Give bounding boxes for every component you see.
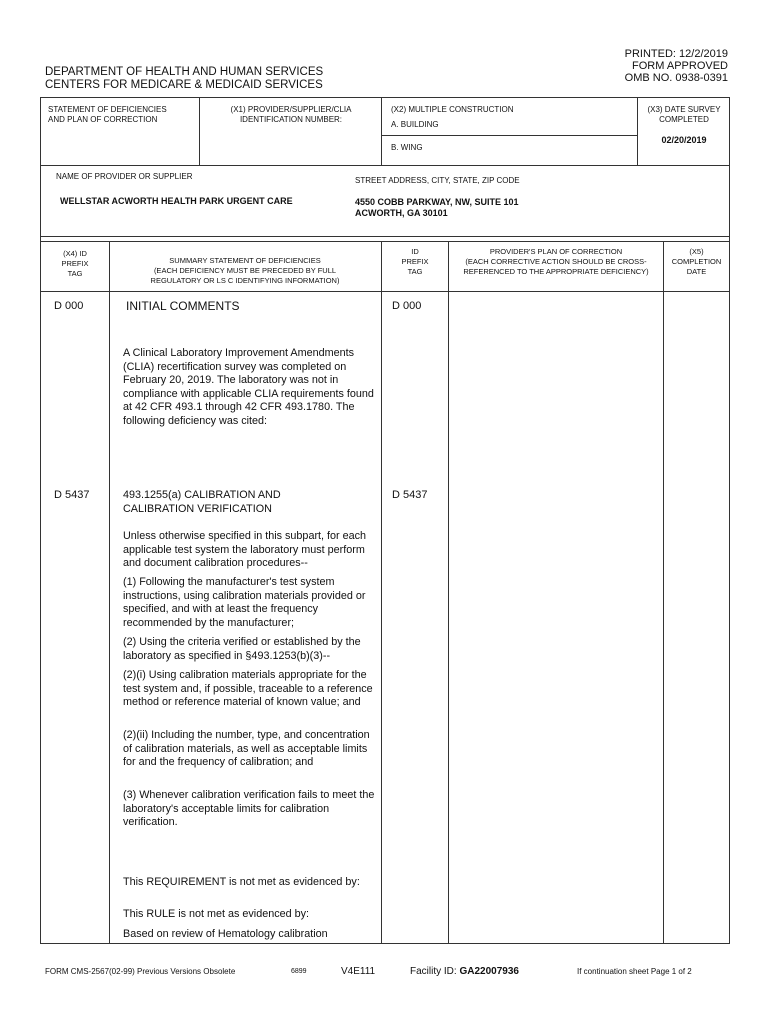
footer-code: 6899	[291, 968, 307, 975]
x2-wing: B. WING	[391, 143, 423, 152]
x2-building: A. BUILDING	[391, 120, 439, 129]
x3-label: (X3) DATE SURVEY COMPLETED	[647, 105, 721, 124]
x5-header: (X5) COMPLETION DATE	[671, 247, 722, 276]
facility-id: GA22007936	[459, 966, 519, 977]
tag-d000-left: D 000	[54, 300, 84, 312]
tag-d5437-left: D 5437	[54, 489, 90, 501]
plan-header: PROVIDER'S PLAN OF CORRECTION (EACH CORRECTIVE ACTION SHOULD BE CROSS- REFERENCED TO THE APPROPRIATE DEFICIENCY)	[463, 247, 649, 276]
summary-header: SUMMARY STATEMENT OF DEFICIENCIES (EACH DEFICIENCY MUST BE PRECEDED BY FULL REGULATORY OR LS C IDENTIFYING INFORMATION)	[150, 256, 340, 285]
table-border	[40, 165, 730, 166]
tag-d5437-right: D 5437	[392, 489, 428, 501]
address-line-2: ACWORTH, GA 30101	[355, 208, 448, 218]
column-divider	[663, 241, 664, 944]
address-line-1: 4550 COBB PARKWAY, NW, SUITE 101	[355, 197, 519, 207]
omb-number: OMB NO. 0938-0391	[624, 72, 728, 84]
paragraph-7: This REQUIREMENT is not met as evidenced by:	[123, 876, 360, 888]
agency-line-1: DEPARTMENT OF HEALTH AND HUMAN SERVICES	[45, 66, 324, 78]
table-border	[381, 135, 637, 136]
printed-date: PRINTED: 12/2/2019	[624, 48, 728, 60]
agency-block	[45, 66, 323, 92]
statement-label: STATEMENT OF DEFICIENCIES AND PLAN OF CORRECTION	[48, 105, 167, 124]
footer-form: FORM CMS-2567(02-99) Previous Versions Obsolete	[45, 967, 236, 976]
tag-d000-right: D 000	[392, 300, 422, 312]
paragraph-5: (2)(ii) Including the number, type, and concentration of calibration materials, as well as acceptable limits for and the frequency of calibration; and	[123, 729, 370, 768]
agency-line-2: CENTERS FOR MEDICARE & MEDICAID SERVICES	[45, 79, 323, 91]
provider-name-label: NAME OF PROVIDER OR SUPPLIER	[56, 172, 193, 181]
paragraph-2: (1) Following the manufacturer's test system instructions, using calibration materials provided or specified, and with at least the frequency recommended by the manufacturer;	[123, 576, 366, 629]
paragraph-6: (3) Whenever calibration verification fails to meet the laboratory's acceptable limits for calibration verification.	[123, 789, 375, 828]
clia-paragraph: A Clinical Laboratory Improvement Amendments (CLIA) recertification survey was completed on February 20, 2019. The laboratory was not in compliance with applicable CLIA requirements found at 42 CFR 493.1 through 42 CFR 493.1780. The following deficiency was cited:	[123, 347, 374, 427]
address-label: STREET ADDRESS, CITY, STATE, ZIP CODE	[355, 176, 520, 185]
table-border	[40, 943, 730, 944]
paragraph-3: (2) Using the criteria verified or established by the laboratory as specified in §493.1253(b)(3)--	[123, 636, 361, 662]
column-divider	[381, 241, 382, 944]
x2-label: (X2) MULTIPLE CONSTRUCTION	[391, 105, 514, 114]
form-header-right	[625, 48, 728, 84]
column-divider	[448, 241, 449, 944]
table-border	[40, 236, 730, 237]
provider-name: WELLSTAR ACWORTH HEALTH PARK URGENT CARE	[60, 196, 293, 206]
x4-header: (X4) ID PREFIX TAG	[61, 249, 89, 278]
table-border	[40, 241, 730, 242]
address-block	[355, 197, 519, 219]
footer-facility	[410, 966, 519, 977]
id-header: ID PREFIX TAG	[401, 247, 429, 276]
paragraph-4: (2)(i) Using calibration materials appropriate for the test system and, if possible, traceable to a reference method or reference material of known value; and	[123, 669, 373, 708]
calibration-heading: 493.1255(a) CALIBRATION AND CALIBRATION VERIFICATION	[123, 489, 281, 515]
paragraph-9: Based on review of Hematology calibration	[123, 928, 328, 940]
initial-comments-heading: INITIAL COMMENTS	[126, 299, 240, 313]
table-border	[40, 291, 730, 292]
table-border	[40, 97, 730, 98]
footer-event-id: V4E111	[341, 966, 376, 977]
column-divider	[109, 241, 110, 944]
table-border	[729, 97, 730, 944]
footer-continuation: If continuation sheet Page 1 of 2	[577, 967, 692, 976]
x3-date: 02/20/2019	[661, 135, 707, 145]
table-border	[40, 97, 41, 944]
form-approved: FORM APPROVED	[632, 60, 728, 72]
facility-label: Facility ID:	[410, 966, 457, 977]
paragraph-1: Unless otherwise specified in this subpart, for each applicable test system the laboratory must perform and document calibration procedures--	[123, 530, 367, 569]
x1-label: (X1) PROVIDER/SUPPLIER/CLIA IDENTIFICATION NUMBER:	[230, 105, 352, 124]
paragraph-8: This RULE is not met as evidenced by:	[123, 908, 310, 920]
